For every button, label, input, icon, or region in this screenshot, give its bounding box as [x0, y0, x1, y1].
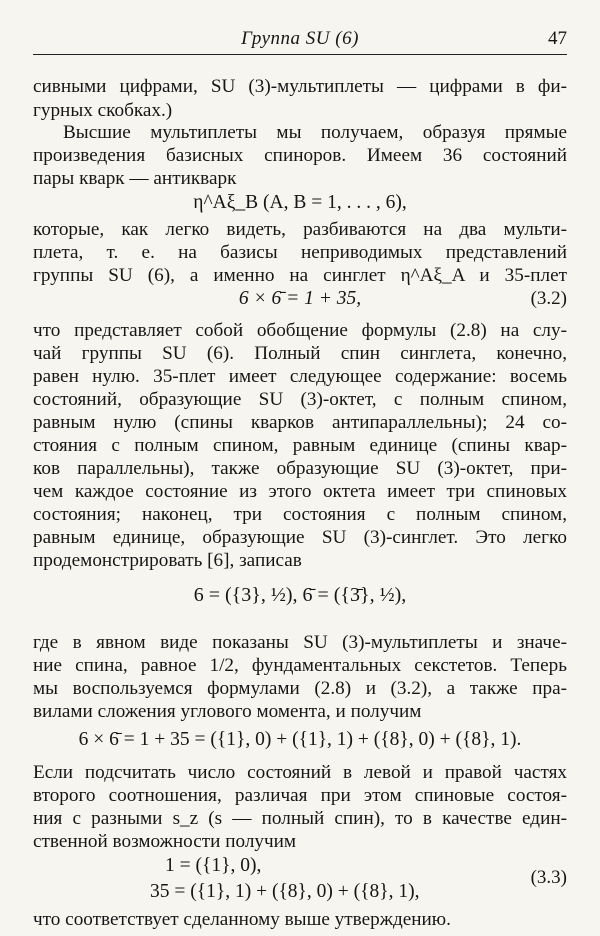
text-line: которые, как легко видеть, разбиваются на два мульти- — [33, 219, 567, 240]
text-line: чем каждое состояние из этого октета имеет три спиновых — [33, 481, 567, 502]
text-line: сивными цифрами, SU (3)-мультиплеты — цифрами в фи- — [33, 76, 567, 97]
equation-number-3-3: (3.3) — [530, 867, 567, 888]
equation-3-3-first: 1 = ({1}, 0), — [165, 855, 262, 876]
equation-number-3-2: (3.2) — [530, 288, 567, 309]
text-line: второго соотношения, различая при этом спиновые состоя- — [33, 785, 567, 806]
text-line: ков параллельны), также образующие SU (3)-октет, при- — [33, 458, 567, 479]
equation-decomposition: 6 × 6̄ = 1 + 35 = ({1}, 0) + ({1}, 1) + ({8}, 0) + ({8}, 1). — [78, 729, 522, 750]
text-line: мы воспользуемся формулами (2.8) и (3.2), а также пра- — [33, 678, 567, 699]
text-line: пары кварк — антикварк — [33, 168, 237, 189]
text-line: вилами сложения углового момента, и получим — [33, 701, 422, 722]
text-line: Если подсчитать число состояний в левой и правой частях — [33, 762, 567, 783]
equation-quark-pairs: η^Aξ_B (A, B = 1, . . . , 6), — [193, 192, 407, 213]
text-line: что представляет собой обобщение формулы (2.8) на слу- — [33, 320, 567, 341]
text-line: где в явном виде показаны SU (3)-мультиплеты и значе- — [33, 632, 567, 653]
text-line: произведения базисных спиноров. Имеем 36 состояний — [33, 145, 567, 166]
text-line: равен нулю. 35-плет имеет следующее содержание: восемь — [33, 366, 567, 387]
page-header — [33, 24, 567, 55]
equation-sextets: 6 = ({3}, ½), 6̄ = ({3̄}, ½), — [193, 584, 407, 606]
text-line: продемонстрировать [6], записав — [33, 550, 302, 571]
text-line: состояния; наконец, три состояния с полным спином, — [33, 504, 567, 525]
text-line: стояния с полным спином, равным единице (спины квар- — [33, 435, 567, 456]
equation-3-3-second: 35 = ({1}, 1) + ({8}, 0) + ({8}, 1), — [150, 881, 420, 902]
text-line: чай группы SU (6). Полный спин синглета, конечно, — [33, 343, 567, 364]
running-title: Группа SU (6) — [241, 28, 359, 49]
text-line: равным нулю (спины кварков антипараллельны); 24 со- — [33, 412, 567, 433]
text-line: равным единице, образующие SU (3)-синглет. Это легко — [33, 527, 567, 548]
text-line: ственной возможности получим — [33, 831, 297, 852]
equation-3-2: 6 × 6̄ = 1 + 35, — [238, 288, 362, 309]
text-line: ние спина, равное 1/2, фундаментальных секстетов. Теперь — [33, 655, 567, 676]
text-line: гурных скобках.) — [33, 100, 173, 121]
text-line: Высшие мультиплеты мы получаем, образуя прямые — [63, 122, 567, 143]
page-number: 47 — [548, 28, 567, 49]
text-line: плета, т. е. на базисы неприводимых представлений — [33, 242, 567, 263]
text-line: группы SU (6), а именно на синглет η^Aξ_A и 35-плет — [33, 265, 567, 286]
text-line: что соответствует сделанному выше утверждению. — [33, 909, 451, 930]
text-line: состояний, образующие SU (3)-октет, с полным спином, — [33, 389, 567, 410]
text-line: ния с разными s_z (s — полный спин), то в качестве един- — [33, 808, 567, 829]
